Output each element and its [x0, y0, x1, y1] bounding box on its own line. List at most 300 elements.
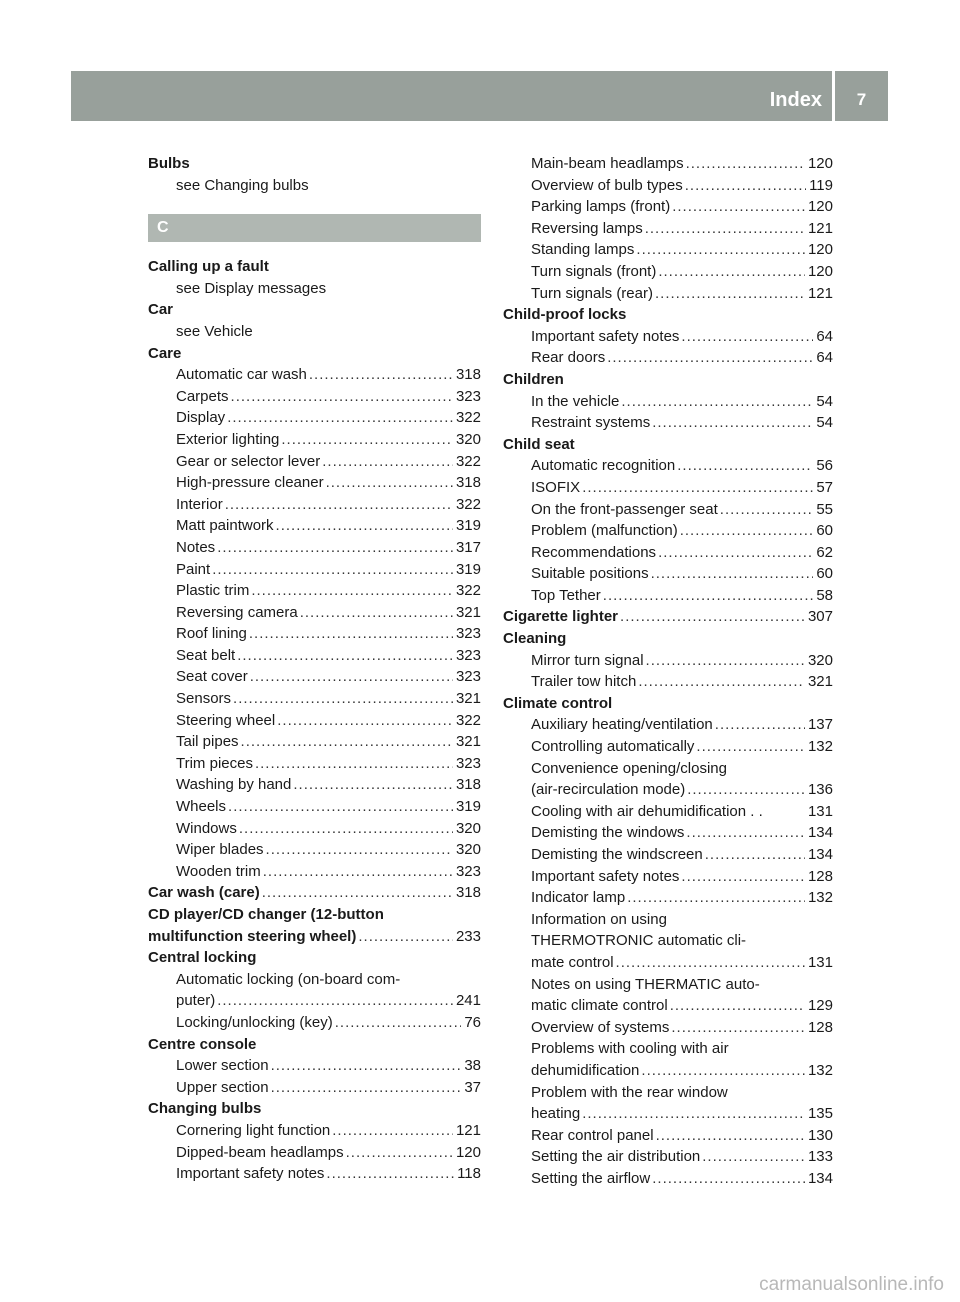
index-entry[interactable] [148, 494, 481, 516]
leader-dots [358, 926, 453, 948]
entry-page: 323 [455, 646, 481, 664]
entry-text: Demisting the windscreen [531, 846, 703, 863]
changing-entry-list [148, 1120, 481, 1185]
entry-text: Wooden trim [176, 862, 261, 880]
entry-text: Mirror turn signal [531, 651, 644, 669]
index-heading-climate-control: Climate control [503, 694, 613, 712]
entry-text: Top Tether [531, 586, 601, 604]
page-number: 7 [856, 90, 867, 109]
index-entry[interactable] [503, 239, 833, 261]
index-heading-bulbs: Bulbs [148, 155, 190, 172]
entry-text: Setting the air distribution [531, 1148, 701, 1166]
index-heading-central-locking: Central locking [148, 949, 257, 967]
entry-page: 121 [807, 284, 833, 302]
entry-text: Roof lining [176, 625, 247, 643]
entry-page: 133 [807, 1148, 833, 1166]
index-entry[interactable] [148, 1055, 481, 1077]
entry-page: 132 [807, 1061, 833, 1079]
entry-text: (air-recirculation mode) [531, 781, 686, 799]
leader-dots [658, 542, 813, 564]
leader-dots [646, 650, 805, 672]
leader-dots [582, 1103, 805, 1125]
index-entry[interactable] [503, 736, 833, 758]
entry-page: 321 [455, 690, 481, 708]
leader-dots [616, 952, 805, 974]
entry-text: Lower section [176, 1057, 269, 1075]
entry-page: 60 [816, 565, 833, 583]
entry-page: 62 [816, 543, 833, 561]
entry-text-line: Convenience opening/closing [531, 759, 727, 777]
leader-dots [681, 326, 813, 348]
index-entry[interactable] [148, 731, 481, 753]
entry-text: Cigarette lighter [503, 608, 619, 626]
leader-dots [271, 1055, 462, 1077]
index-entry[interactable] [503, 542, 833, 564]
entry-page: 64 [816, 327, 833, 345]
leader-dots [250, 666, 453, 688]
entry-page: 322 [455, 582, 481, 600]
leader-dots [696, 736, 805, 758]
entry-text: Parking lamps (front) [531, 198, 671, 216]
entry-page: 58 [816, 586, 833, 604]
index-entry[interactable] [148, 710, 481, 732]
entry-text: Important safety notes [531, 867, 680, 885]
index-entry[interactable] [148, 796, 481, 818]
leader-dots [658, 261, 805, 283]
entry-page: 323 [455, 668, 481, 686]
entry-text: ISOFIX [531, 478, 581, 496]
entry-text: Reversing lamps [531, 219, 643, 237]
entry-text: Trim pieces [176, 754, 253, 772]
leader-dots [309, 364, 453, 386]
entry-text: Automatic car wash [176, 366, 307, 384]
entry-text-line: Information on using [531, 910, 667, 928]
entry-text: Indicator lamp [531, 889, 626, 907]
leader-dots [603, 585, 814, 607]
entry-page: 322 [455, 495, 481, 513]
entry-text: Recommendations [531, 543, 657, 561]
index-entry[interactable] [148, 1077, 481, 1099]
leader-dots [705, 844, 805, 866]
section-title: Index [769, 89, 822, 111]
entry-page: 120 [807, 262, 833, 280]
leader-dots [636, 239, 805, 261]
entry-text: Wheels [176, 798, 227, 816]
entry-text: heating [531, 1105, 581, 1123]
leader-dots [276, 515, 453, 537]
console-entry-list [148, 1055, 481, 1098]
index-entry[interactable] [148, 818, 481, 840]
entry-page: 322 [455, 452, 481, 470]
entry-page: 118 [457, 1165, 481, 1183]
leader-dots [652, 1168, 805, 1190]
leader-dots [212, 559, 453, 581]
index-entry[interactable] [503, 520, 833, 542]
leader-dots [266, 839, 453, 861]
leader-dots [239, 818, 453, 840]
index-entry[interactable] [148, 1142, 481, 1164]
index-entry[interactable] [503, 412, 833, 434]
leader-dots [620, 606, 805, 628]
entry-page: 322 [455, 711, 481, 729]
entry-page: 319 [455, 517, 481, 535]
leader-dots [251, 580, 453, 602]
leader-dots [686, 822, 805, 844]
entry-page: 320 [807, 651, 833, 669]
entry-text: Seat cover [176, 668, 248, 686]
leader-dots [231, 386, 453, 408]
entry-page: 321 [455, 733, 481, 751]
entry-text: Seat belt [176, 646, 236, 664]
leader-dots [681, 866, 805, 888]
entry-text: puter) [176, 992, 216, 1010]
entry-page: 37 [464, 1078, 481, 1096]
entry-text: Setting the airflow [531, 1169, 651, 1187]
leader-dots [228, 796, 453, 818]
childseat-entry-list [503, 455, 833, 606]
index-entry[interactable] [148, 839, 481, 861]
index-entry[interactable] [503, 196, 833, 218]
entry-page: 318 [455, 474, 481, 492]
entry-page: 132 [807, 738, 833, 756]
entry-page: 317 [455, 538, 481, 556]
index-entry-carwash[interactable] [148, 882, 481, 904]
entry-page: 55 [816, 500, 833, 518]
entry-text: multifunction steering wheel) [148, 927, 357, 945]
entry-page: 120 [807, 198, 833, 216]
entry-page: 120 [455, 1143, 481, 1161]
index-heading-centre-console: Centre console [148, 1035, 257, 1053]
index-heading-child-proof-locks: Child-proof locks [503, 306, 627, 324]
entry-page: 319 [455, 560, 481, 578]
leader-dots [687, 779, 805, 801]
leader-dots [293, 774, 453, 796]
entry-text: Locking/unlocking (key) [176, 1013, 333, 1031]
index-entry[interactable] [148, 1120, 481, 1142]
entry-text: Turn signals (rear) [531, 284, 653, 302]
entry-text: Car wash (care) [148, 884, 260, 902]
entry-text: Demisting the windows [531, 824, 685, 842]
leader-dots [607, 347, 813, 369]
leader-dots [300, 602, 453, 624]
entry-page: 241 [455, 992, 481, 1010]
index-entry-cdplayer[interactable] [148, 926, 481, 948]
entry-page: 129 [807, 997, 833, 1015]
entry-page: 132 [807, 889, 833, 907]
entry-text: Controlling automatically [531, 738, 695, 756]
leader-dots [671, 1017, 805, 1039]
entry-page: 131 [807, 802, 833, 820]
entry-text: Display [176, 409, 226, 427]
entry-text: Gear or selector lever [176, 452, 321, 470]
index-entry[interactable] [503, 347, 833, 369]
entry-page: 134 [807, 846, 833, 863]
entry-text: Problem (malfunction) [531, 522, 678, 540]
index-see-reference: see Display messages [176, 279, 327, 297]
index-heading-care: Care [148, 344, 182, 362]
watermark: carmanualsonline.info [759, 1274, 944, 1295]
leader-dots [645, 218, 805, 240]
index-entry[interactable] [503, 779, 833, 801]
index-entry[interactable] [148, 364, 481, 386]
leader-dots [233, 688, 453, 710]
entry-text: Paint [176, 560, 211, 578]
entry-page: 60 [816, 522, 833, 540]
entry-text: On the front-passenger seat [531, 500, 718, 518]
leader-dots [638, 671, 805, 693]
leader-dots [281, 429, 453, 451]
entry-text: Overview of systems [531, 1018, 670, 1036]
index-entry[interactable] [148, 666, 481, 688]
entry-page: 57 [816, 478, 833, 496]
entry-text-line: THERMOTRONIC automatic cli- [531, 932, 747, 950]
index-entry[interactable] [503, 499, 833, 521]
entry-page: 323 [455, 625, 481, 643]
entry-page: 76 [464, 1013, 481, 1031]
leader-dots [225, 494, 453, 516]
index-entry[interactable] [148, 1163, 481, 1185]
entry-text: dehumidification [531, 1061, 640, 1079]
index-heading-cleaning: Cleaning [503, 630, 567, 648]
entry-text: Washing by hand [176, 776, 292, 794]
index-entry[interactable] [503, 585, 833, 607]
index-entry-cigarette-lighter[interactable] [503, 606, 833, 628]
index-entry[interactable] [503, 261, 833, 283]
entry-text: Important safety notes [531, 327, 680, 345]
leader-dots [715, 714, 805, 736]
leader-dots [686, 153, 805, 175]
entry-text: Restraint systems [531, 414, 651, 432]
leader-dots [322, 451, 453, 473]
entry-page: 128 [807, 1018, 833, 1036]
leader-dots [720, 499, 814, 521]
index-entry[interactable] [503, 714, 833, 736]
index-column-left [148, 153, 481, 1185]
entry-page: 120 [807, 241, 833, 259]
index-entry[interactable] [503, 1168, 833, 1190]
index-entry[interactable] [503, 952, 833, 974]
entry-text: Standing lamps [531, 241, 635, 259]
entry-text: Cooling with air dehumidification . . [531, 802, 763, 820]
leader-dots [326, 1163, 454, 1185]
leader-dots [262, 882, 453, 904]
index-entry[interactable] [503, 995, 833, 1017]
index-entry[interactable] [503, 1017, 833, 1039]
leader-dots [271, 1077, 462, 1099]
leader-dots [582, 477, 813, 499]
entry-page: 134 [807, 824, 833, 842]
entry-text: Rear doors [531, 349, 606, 367]
leader-dots [651, 563, 814, 585]
letter-section-bar: C [148, 214, 481, 242]
index-entry[interactable] [503, 866, 833, 888]
entry-page: 323 [455, 862, 481, 880]
index-entry[interactable] [503, 326, 833, 348]
index-entry[interactable] [148, 774, 481, 796]
entry-page: 54 [816, 414, 833, 432]
index-entry[interactable] [148, 753, 481, 775]
leader-dots [672, 196, 805, 218]
entry-text: Turn signals (front) [531, 262, 657, 280]
entry-page: 128 [807, 867, 833, 885]
entry-page: 131 [807, 953, 833, 971]
index-entry[interactable] [503, 153, 833, 175]
index-see-reference: see Vehicle [176, 322, 253, 340]
index-heading-children: Children [503, 370, 564, 388]
index-entry[interactable] [148, 602, 481, 624]
index-entry[interactable] [503, 650, 833, 672]
entry-page: 233 [455, 927, 481, 945]
index-entry[interactable] [148, 559, 481, 581]
index-entry[interactable] [503, 822, 833, 844]
leader-dots [277, 710, 453, 732]
entry-text: Suitable positions [531, 565, 649, 583]
index-entry[interactable] [503, 175, 833, 197]
index-heading-child-seat: Child seat [503, 435, 575, 453]
index-entry[interactable] [148, 386, 481, 408]
bulbs-continued-list [503, 153, 833, 304]
entry-text: Reversing camera [176, 603, 298, 621]
entry-page: 121 [807, 219, 833, 237]
index-entry[interactable] [503, 283, 833, 305]
index-entry[interactable] [148, 688, 481, 710]
leader-dots [241, 731, 453, 753]
childproof-entry-list [503, 326, 833, 369]
index-entry[interactable] [503, 887, 833, 909]
entry-text: Matt paintwork [176, 517, 274, 535]
leader-dots [685, 175, 806, 197]
leader-dots [670, 995, 805, 1017]
index-entry[interactable] [503, 391, 833, 413]
entry-page: 137 [807, 716, 833, 734]
index-heading-calling: Calling up a fault [148, 258, 269, 276]
index-heading-cdplayer: CD player/CD changer (12-button [148, 906, 384, 923]
index-see-reference: see Changing bulbs [176, 176, 309, 194]
entry-page: 322 [455, 409, 481, 427]
entry-page: 318 [455, 776, 481, 794]
entry-page: 318 [455, 366, 481, 384]
entry-page: 321 [807, 673, 833, 691]
leader-dots [655, 283, 805, 305]
entry-page: 307 [807, 608, 833, 626]
index-entry-automatic-locking[interactable] [148, 990, 481, 1012]
entry-page: 134 [807, 1169, 833, 1187]
entry-text: matic climate control [531, 997, 668, 1015]
leader-dots [346, 1142, 453, 1164]
entry-text: Steering wheel [176, 711, 276, 729]
entry-page: 320 [455, 841, 481, 859]
leader-dots [217, 990, 453, 1012]
index-entry[interactable] [503, 218, 833, 240]
index-entry[interactable] [148, 861, 481, 883]
leader-dots [227, 407, 453, 429]
leader-dots [680, 520, 814, 542]
leader-dots [627, 887, 805, 909]
entry-page: 38 [464, 1057, 481, 1075]
entry-text-line: Notes on using THERMATIC auto- [531, 975, 760, 993]
care-entry-list [148, 364, 481, 882]
entry-text: Dipped-beam headlamps [176, 1143, 344, 1161]
index-entry[interactable] [503, 477, 833, 499]
entry-page: 119 [809, 176, 833, 194]
entry-text: Trailer tow hitch [531, 673, 637, 691]
entry-page: 135 [807, 1105, 833, 1123]
index-entry[interactable] [148, 429, 481, 451]
entry-text: Interior [176, 495, 223, 513]
leader-dots [656, 1125, 805, 1147]
index-column-right [503, 153, 833, 1190]
entry-page: 64 [816, 349, 833, 367]
index-entry[interactable] [503, 844, 833, 866]
entry-page: 323 [455, 754, 481, 772]
leader-dots [677, 455, 813, 477]
index-heading-changing-bulbs: Changing bulbs [148, 1100, 262, 1118]
index-entry[interactable] [148, 645, 481, 667]
entry-page: 120 [807, 155, 833, 172]
leader-dots [621, 391, 813, 413]
entry-text: Rear control panel [531, 1126, 654, 1144]
index-entry[interactable] [148, 472, 481, 494]
entry-text-line: Automatic locking (on-board com- [176, 970, 401, 988]
leader-dots [641, 1060, 805, 1082]
entry-text: Wiper blades [176, 841, 264, 859]
index-entry[interactable] [148, 623, 481, 645]
entry-text: In the vehicle [531, 392, 620, 410]
leader-dots [332, 1120, 453, 1142]
leader-dots [702, 1146, 805, 1168]
entry-page: 54 [816, 392, 833, 410]
entry-text: Windows [176, 819, 237, 837]
entry-page: 121 [455, 1121, 481, 1139]
index-entry[interactable] [503, 563, 833, 585]
index-entry[interactable] [503, 671, 833, 693]
leader-dots [217, 537, 453, 559]
entry-text: Cornering light function [176, 1121, 331, 1139]
entry-text: Main-beam headlamps [531, 155, 684, 172]
entry-text: Auxiliary heating/ventilation [531, 716, 713, 734]
entry-text-line: Problem with the rear window [531, 1083, 728, 1101]
leader-dots [652, 412, 813, 434]
leader-dots [326, 472, 453, 494]
index-entry[interactable] [503, 1060, 833, 1082]
leader-dots [335, 1012, 462, 1034]
index-entry[interactable] [148, 580, 481, 602]
entry-text: Automatic recognition [531, 457, 676, 475]
index-entry[interactable] [503, 1146, 833, 1168]
children-entry-list [503, 391, 833, 434]
entry-page: 320 [455, 819, 481, 837]
index-entry[interactable] [148, 407, 481, 429]
entry-text: Upper section [176, 1078, 269, 1096]
index-entry[interactable] [503, 1103, 833, 1125]
index-entry[interactable] [503, 1125, 833, 1147]
index-entry[interactable] [503, 801, 833, 823]
index-entry-locking-unlocking[interactable] [148, 1012, 481, 1034]
entry-page: 323 [455, 387, 481, 405]
index-entry[interactable] [503, 455, 833, 477]
index-heading-car: Car [148, 301, 174, 319]
entry-text: Carpets [176, 387, 229, 405]
leader-dots [263, 861, 453, 883]
leader-dots [255, 753, 453, 775]
index-entry[interactable] [148, 451, 481, 473]
leader-dots [249, 623, 453, 645]
entry-text: Tail pipes [176, 733, 239, 751]
index-entry[interactable] [148, 515, 481, 537]
entry-text: Important safety notes [176, 1165, 325, 1183]
index-entry[interactable] [148, 537, 481, 559]
entry-text: Plastic trim [176, 582, 250, 600]
